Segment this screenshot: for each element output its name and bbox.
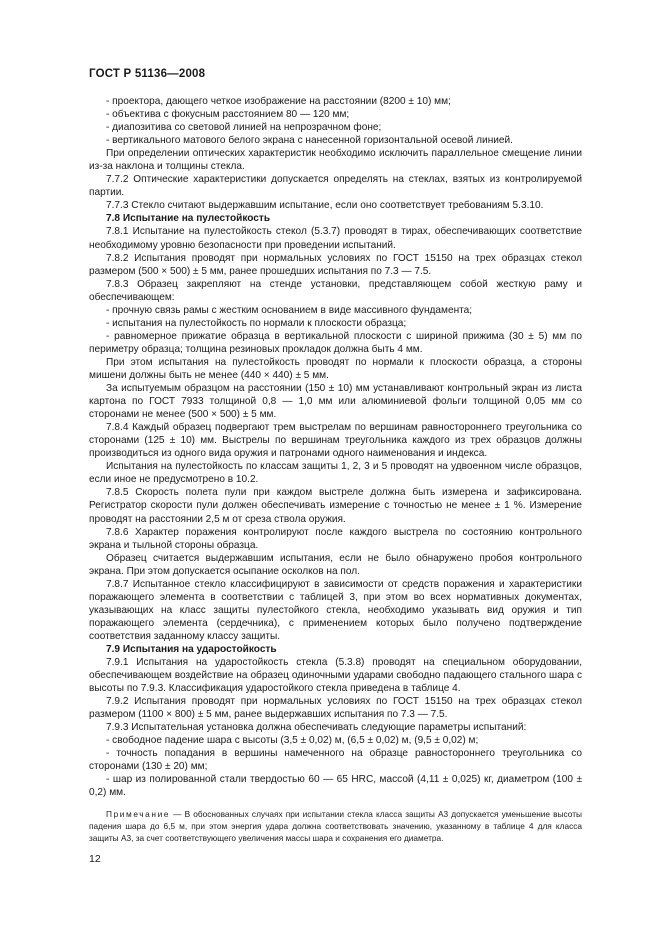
note-text: — В обоснованных случаях при испытании стекла класса защиты А3 допускается уменьшение высоты падения шара до 6,5 м, при этом энергия удара должна соответствовать значению, указанному в таблице 4 для класса защиты А3, за счет соответствующего увеличения массы шара и сохранения его диаметра. bbox=[89, 808, 582, 843]
paragraph: 7.7.2 Оптические характеристики допускается определять на стеклах, взятых из контролируемой партии. bbox=[89, 174, 582, 199]
note-paragraph bbox=[89, 808, 582, 845]
paragraph: - диапозитива со световой линией на непрозрачном фоне; bbox=[106, 122, 382, 134]
paragraph: 7.9.1 Испытания на ударостойкость стекла (5.3.8) проводят на специальном оборудовании, обеспечивающем воздействие на образец одиночными ударами свободно падающего стального шара с высоты по 7.9.3. Классификация ударостойкого стекла приведена в таблице 4. bbox=[89, 657, 582, 695]
paragraph: 7.8.5 Скорость полета пули при каждом выстреле должна быть измерена и зафиксирована. Регистратор скорости пули должен обеспечивать измерение с точностью не менее ± 1 %. Измерение проводят на расстоянии 2,5 м от среза ствола оружия. bbox=[89, 487, 582, 525]
paragraph: - проектора, дающего четкое изображение на расстоянии (8200 ± 10) мм; bbox=[106, 96, 451, 107]
paragraph: - объектива с фокусным расстоянием 80 — 120 мм; bbox=[106, 109, 350, 121]
paragraph: 7.8.3 Образец закрепляют на стенде установки, представляющем собой жесткую раму и обеспечивающем: bbox=[89, 278, 582, 303]
document-body bbox=[89, 95, 582, 844]
paragraph: При определении оптических характеристик необходимо исключить параллельное смещение линии из-за наклона и толщины стекла. bbox=[89, 148, 582, 173]
paragraph: 7.8.7 Испытанное стекло классифицируют в зависимости от средств поражения и характеристики поражающего элемента в соответствии с таблицей 3, при этом во всех нормативных документах, указывающих на класс защиты пулестойкого стекла, необходимо указывать вид оружия и тип поражающего элемента (сердечника), с применением которых было получено подтверждение соответствия заданному классу защиты. bbox=[89, 578, 582, 642]
paragraph: - прочную связь рамы с жестким основанием в виде массивного фундамента; bbox=[106, 304, 473, 316]
paragraph: - шар из полированной стали твердостью 60 — 65 HRC, массой (4,11 ± 0,025) кг, диаметром (100 ± 0,2) мм. bbox=[89, 774, 582, 799]
paragraph: За испытуемым образцом на расстоянии (150 ± 10) мм устанавливают контрольный экран из листа картона по ГОСТ 7933 толщиной 0,8 — 1,0 мм или алюминиевой фольги толщиной 0,05 мм со сторонами не менее (500 × 500) ± 5 мм. bbox=[89, 383, 582, 421]
paragraph: 7.8.6 Характер поражения контролируют после каждого выстрела по состоянию контрольного экрана и тыльной стороны образца. bbox=[89, 526, 582, 551]
section-heading: 7.8 Испытание на пулестойкость bbox=[106, 213, 271, 225]
note-label: Примечание bbox=[106, 808, 171, 819]
paragraph: 7.8.4 Каждый образец подвергают трем выстрелам по вершинам равностороннего треугольника со сторонами (125 ± 10) мм. Выстрелы по вершинам треугольника каждого из трех образцов должны производиться из одного вида оружия и патронами одного наименования и индекса. bbox=[89, 422, 582, 460]
paragraph: При этом испытания на пулестойкость проводят по нормали к плоскости образца, а стороны мишени должны быть не менее (440 × 440) ± 5 мм. bbox=[89, 356, 582, 381]
paragraph: Образец считается выдержавшим испытания, если не было обнаружено пробоя контрольного экрана. При этом допускается осыпание осколков на пол. bbox=[89, 552, 582, 577]
paragraph: - свободное падение шара с высоты (3,5 ± 0,02) м, (6,5 ± 0,02) м, (9,5 ± 0,02) м; bbox=[106, 735, 479, 747]
paragraph: - точность попадания в вершины намеченного на образце равностороннего треугольника со сторонами (130 ± 20) мм; bbox=[89, 748, 582, 773]
paragraph: 7.8.2 Испытания проводят при нормальных условиях по ГОСТ 15150 на трех образцах стекол размером (500 × 500) ± 5 мм, ранее прошедших испытания по 7.3 — 7.5. bbox=[89, 252, 582, 277]
page-number: 12 bbox=[89, 853, 101, 865]
paragraph: - вертикального матового белого экрана с нанесенной горизонтальной осевой линией. bbox=[106, 135, 513, 147]
paragraph: - испытания на пулестойкость по нормали к плоскости образца; bbox=[106, 317, 407, 329]
paragraph: 7.8.1 Испытание на пулестойкость стекол (5.3.7) проводят в тирах, обеспечивающих соответствие необходимому уровню безопасности при проведении испытаний. bbox=[89, 226, 582, 251]
paragraph: 7.9.2 Испытания проводят при нормальных условиях по ГОСТ 15150 на трех образцах стекол размером (1100 × 800) ± 5 мм, ранее выдержавших испытания по 7.3 — 7.5. bbox=[89, 696, 582, 721]
paragraph: 7.7.3 Стекло считают выдержавшим испытание, если оно соответствует требованиям 5.3.10. bbox=[106, 200, 544, 212]
paragraph: - равномерное прижатие образца в вертикальной плоскости с шириной прижима (30 ± 5) мм по периметру образца; толщина резиновых прокладок должна быть 4 мм. bbox=[89, 330, 582, 355]
section-heading: 7.9 Испытания на ударостойкость bbox=[106, 643, 277, 655]
paragraph: 7.9.3 Испытательная установка должна обеспечивать следующие параметры испытаний: bbox=[106, 722, 527, 734]
paragraph: Испытания на пулестойкость по классам защиты 1, 2, 3 и 5 проводят на удвоенном числе образцов, если иное не предусмотрено в 10.2. bbox=[89, 461, 582, 486]
document-header: ГОСТ Р 51136—2008 bbox=[89, 68, 206, 80]
paragraph-list bbox=[89, 95, 582, 800]
